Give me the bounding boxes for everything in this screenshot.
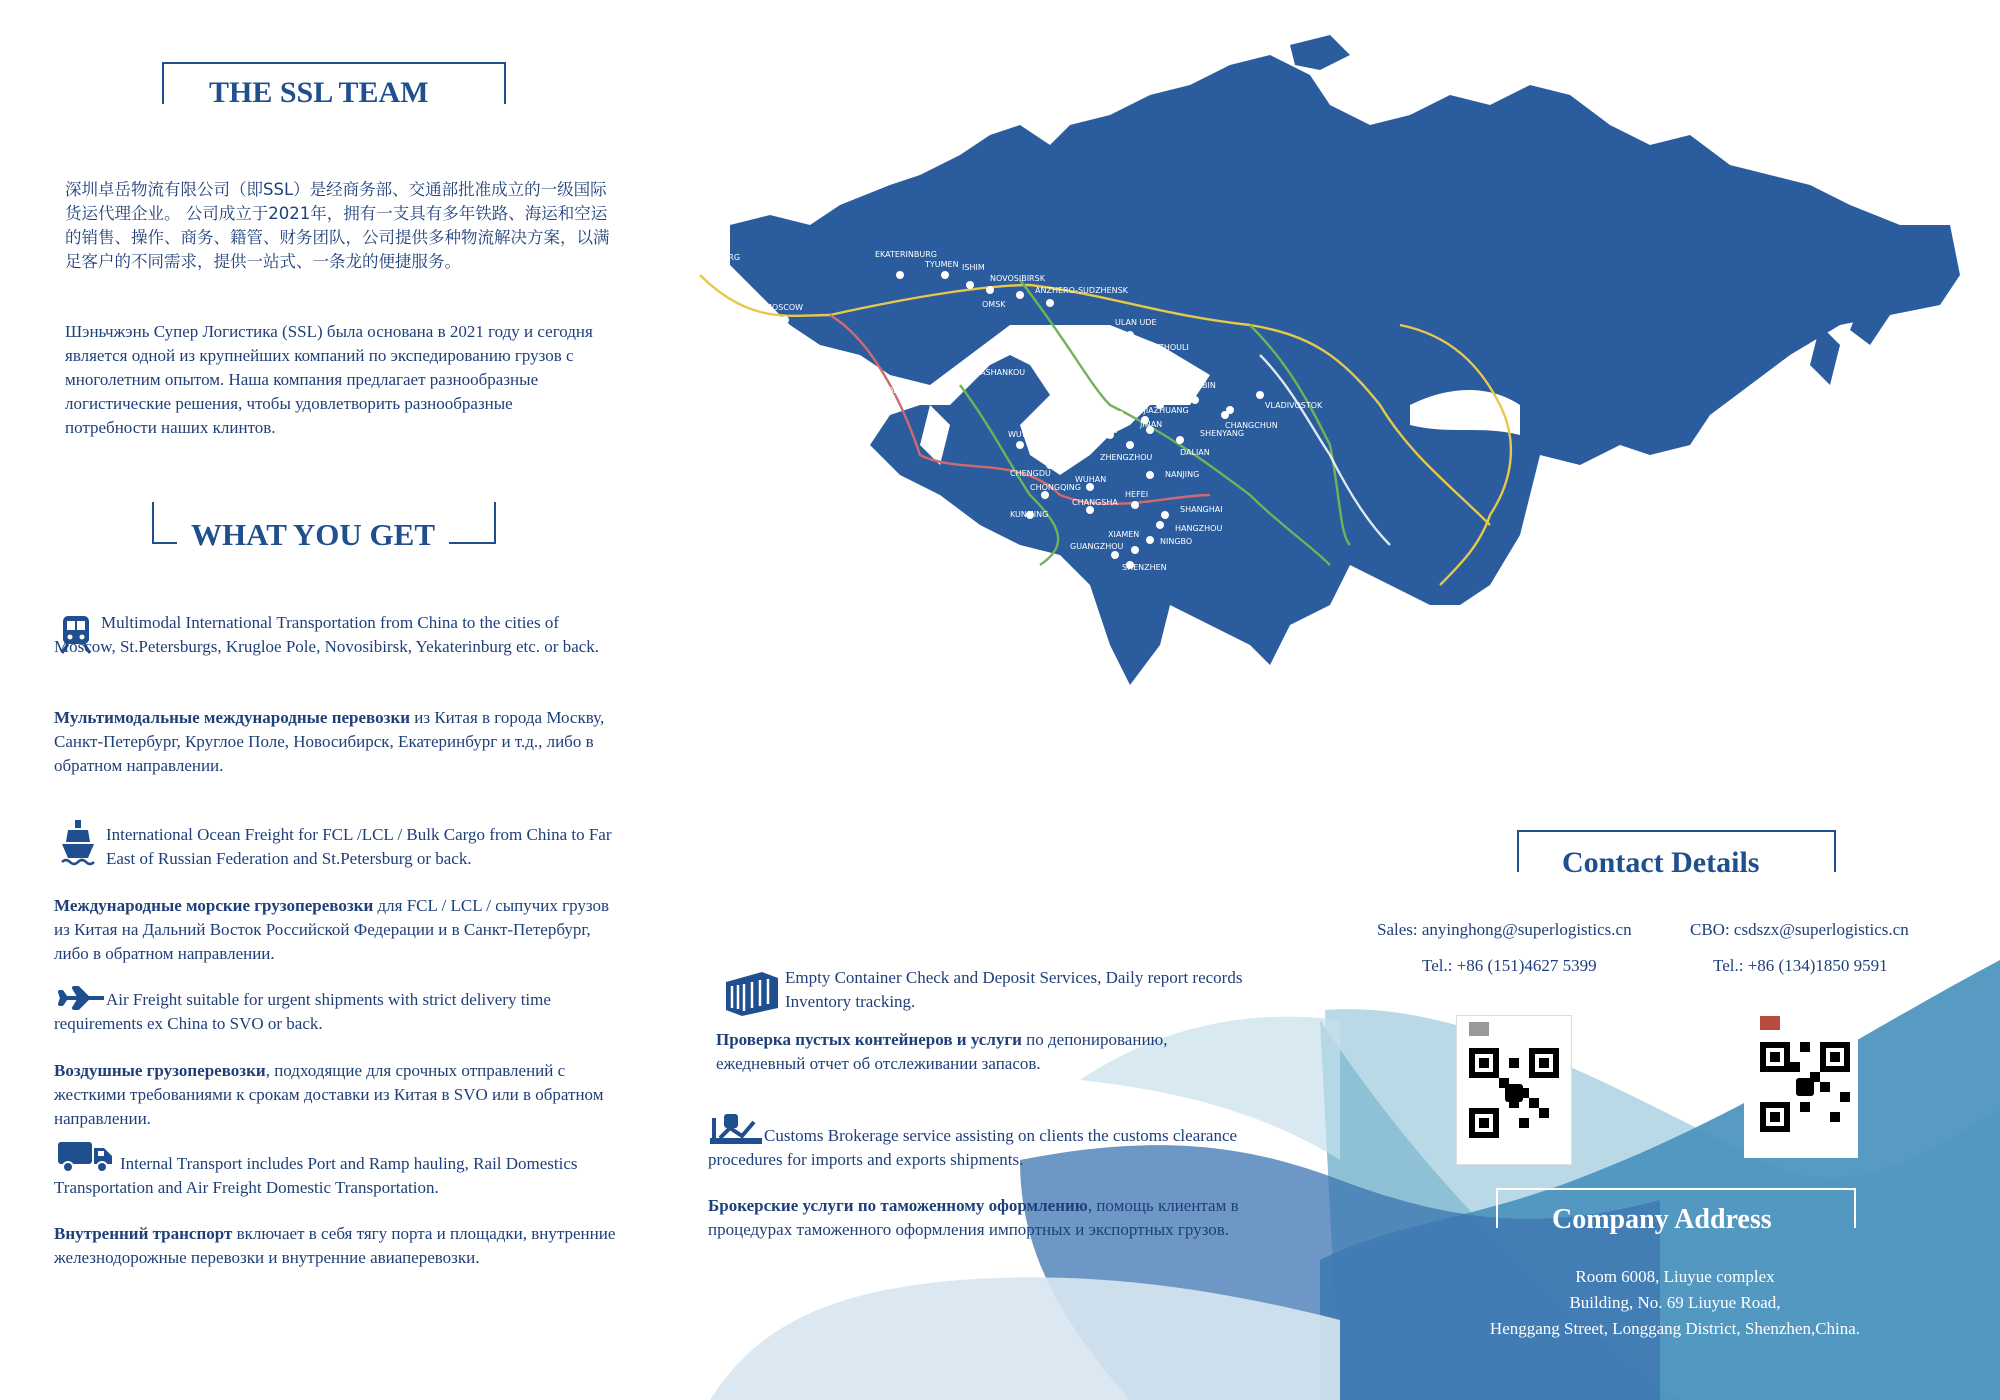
city-label: NINGBO: [1160, 537, 1193, 546]
city-label: XIAMEN: [1108, 530, 1140, 539]
city-label: WUHAN: [1075, 475, 1107, 484]
customs-ru-rest: , помощь клиентам в процедурах таможенного оформления импортных и экспортных грузов.: [708, 1196, 1239, 1239]
internal-en: Internal Transport includes Port and Ramp hauling, Rail Domestics Transportation and Air Freight Domestic Transportation.: [54, 1154, 578, 1197]
sales-tel[interactable]: Tel.: +86 (151)4627 5399: [1422, 956, 1597, 975]
city-label: BAOJI: [1072, 431, 1094, 440]
team-ru-text: Шэньчжэнь Супер Логистика (SSL) была основана в 2021 году и сегодня является одной из крупнейших компаний по экспедированию грузов с многолетним опытом. Наша компания предлагает разнообразные логистические решения, чтобы удовлетворить разнообразные потребности наших клинтов.: [65, 322, 593, 437]
sales-email[interactable]: Sales: anyinghong@superlogistics.cn: [1377, 920, 1632, 939]
cbo-qr-code[interactable]: [1744, 1010, 1858, 1158]
air-ru: [54, 1059, 619, 1131]
city-label: DALIAN: [1180, 448, 1210, 457]
city-label: NOVOSIBIRSK: [990, 274, 1045, 283]
customs-en: Customs Brokerage service assisting on clients the customs clearance procedures for imports and exports shipments.: [708, 1126, 1238, 1169]
city-label: SAINT PETERSBURG: [660, 253, 741, 262]
internal-ru-bold: Внутренний транспорт: [54, 1224, 233, 1243]
city-label: SHENZHEN: [1122, 563, 1167, 572]
get-title: WHAT YOU GET: [177, 517, 449, 553]
eurasia-landmass: [730, 55, 1960, 685]
city-label: HEFEI: [1125, 490, 1149, 499]
ocean-ru: [54, 894, 619, 966]
air-ru-bold: Воздушные грузоперевозки: [54, 1061, 266, 1080]
city-label: ANZHERO-SUDZHENSK: [1035, 286, 1128, 295]
city-label: HUOERGUOS: [875, 386, 928, 395]
city-label: XIAN: [1098, 426, 1118, 435]
city-label: ERLIAN: [1078, 403, 1107, 412]
city-label: MOSCOW: [765, 303, 804, 312]
city-label: ISHIM: [962, 263, 985, 272]
internal-ru: [54, 1222, 619, 1270]
avatar: [1469, 1022, 1489, 1036]
city-label: OMSK: [982, 300, 1006, 309]
city-label: TYUMEN: [925, 260, 959, 269]
multimodal-ru: [54, 706, 614, 778]
city-label: JINAN: [1140, 420, 1163, 429]
sales-qr-code[interactable]: [1456, 1015, 1572, 1165]
cbo-tel[interactable]: Tel.: +86 (134)1850 9591: [1713, 956, 1888, 975]
contact-title: Contact Details: [1548, 846, 1773, 880]
ocean-ru-bold: Международные морские грузоперевозки: [54, 896, 374, 915]
ocean-en: International Ocean Freight for FCL /LCL / Bulk Cargo from China to Far East of Russian Federation and St.Petersburg or back.: [106, 825, 612, 868]
multimodal-ru-bold: Мультимодальные международные перевозки: [54, 708, 411, 727]
city-label: BEIJING: [1140, 383, 1170, 392]
city-label: ALASHANKOU: [970, 368, 1026, 377]
multimodal-en: Multimodal International Transportation from China to the cities of Moscow, St.Petersburgs, Krugloe Pole, Novosibirsk, Yekaterinburg etc. or back.: [54, 613, 600, 656]
internal-ru-rest: включает в себя тягу порта и площадки, внутренние железнодорожные перевозки и внутренние авиаперевозки.: [54, 1224, 616, 1267]
qr-icon: [1760, 1042, 1850, 1132]
city-label: CHONGQING: [1030, 483, 1081, 492]
address-text: [1430, 1264, 1920, 1342]
customs-ru: [708, 1194, 1248, 1242]
city-label: MANZHOULI: [1140, 343, 1189, 352]
city-label: NANJING: [1165, 470, 1200, 479]
ocean-ru-rest: для FCL / LCL / сыпучих грузов из Китая на Дальний Восток Российской Федерации и в Санкт-Петербург, либо в обратном направлении.: [54, 896, 610, 963]
ship-icon: [60, 818, 96, 868]
multimodal-ru-rest: из Китая в города Москву, Санкт-Петербург, Круглое Поле, Новосибирск, Екатеринбург и т.д., либо в обратном направлении.: [54, 708, 605, 775]
air-ru-rest: , подходящие для срочных отправлений с жесткими требованиями к срокам доставки из Китая в SVO или в обратном направлении.: [54, 1061, 604, 1128]
address-line-1: Room 6008, Liuyue complex: [1575, 1267, 1775, 1286]
city-label: WUWEI: [1008, 430, 1038, 439]
address-line-2: Building, No. 69 Liuyue Road,: [1569, 1293, 1781, 1312]
city-label: ULAN UDE: [1115, 318, 1157, 327]
city-label: SHANGHAI: [1180, 505, 1223, 514]
city-label: CHANGCHUN: [1225, 421, 1278, 430]
container-ru-rest: по депонированию, ежедневный отчет об отслеживании запасов.: [716, 1030, 1168, 1073]
address-line-3: Henggang Street, Longgang District, Shenzhen,China.: [1489, 1319, 1861, 1338]
team-cn-text: 深圳卓岳物流有限公司（即SSL）是经商务部、交通部批准成立的一级国际货运代理企业。 公司成立于2021年，拥有一支具有多年铁路、海运和空运的销售、操作、商务、籍管、财务团队，公司提供多种物流解决方案，以满足客户的不同需求，提供一站式、一条龙的便捷服务。: [65, 180, 610, 271]
container-ru: [716, 1028, 1256, 1076]
city-label: HANGZHOU: [1175, 524, 1223, 533]
city-label: GUANGZHOU: [1070, 542, 1124, 551]
container-icon: [722, 968, 780, 1018]
city-label: ZHENGZHOU: [1100, 453, 1153, 462]
container-en: Empty Container Check and Deposit Services, Daily report records Inventory tracking.: [785, 968, 1243, 1011]
route-map: [660, 25, 1970, 855]
qr-icon: [1469, 1048, 1559, 1138]
container-ru-bold: Проверка пустых контейнеров и услуги: [716, 1030, 1022, 1049]
city-label: KUNMING: [1010, 510, 1049, 519]
city-label: SHENYANG: [1200, 429, 1245, 438]
air-en: Air Freight suitable for urgent shipments with strict delivery time requirements ex China to SVO or back.: [54, 990, 551, 1033]
city-label: SHIJIAZHUANG: [1130, 406, 1189, 415]
cbo-email[interactable]: CBO: csdszx@superlogistics.cn: [1690, 920, 1909, 939]
city-label: CHENGDU: [1010, 469, 1051, 478]
city-label: EKATERINBURG: [875, 250, 937, 259]
avatar: [1760, 1016, 1780, 1030]
city-label: CHANGSHA: [1072, 498, 1118, 507]
team-title: THE SSL TEAM: [195, 76, 443, 110]
city-label: VLADIVOSTOK: [1265, 401, 1323, 410]
city-label: HARBIN: [1185, 381, 1216, 390]
address-title: Company Address: [1552, 1204, 1772, 1235]
customs-ru-bold: Брокерские услуги по таможенному оформлению: [708, 1196, 1088, 1215]
